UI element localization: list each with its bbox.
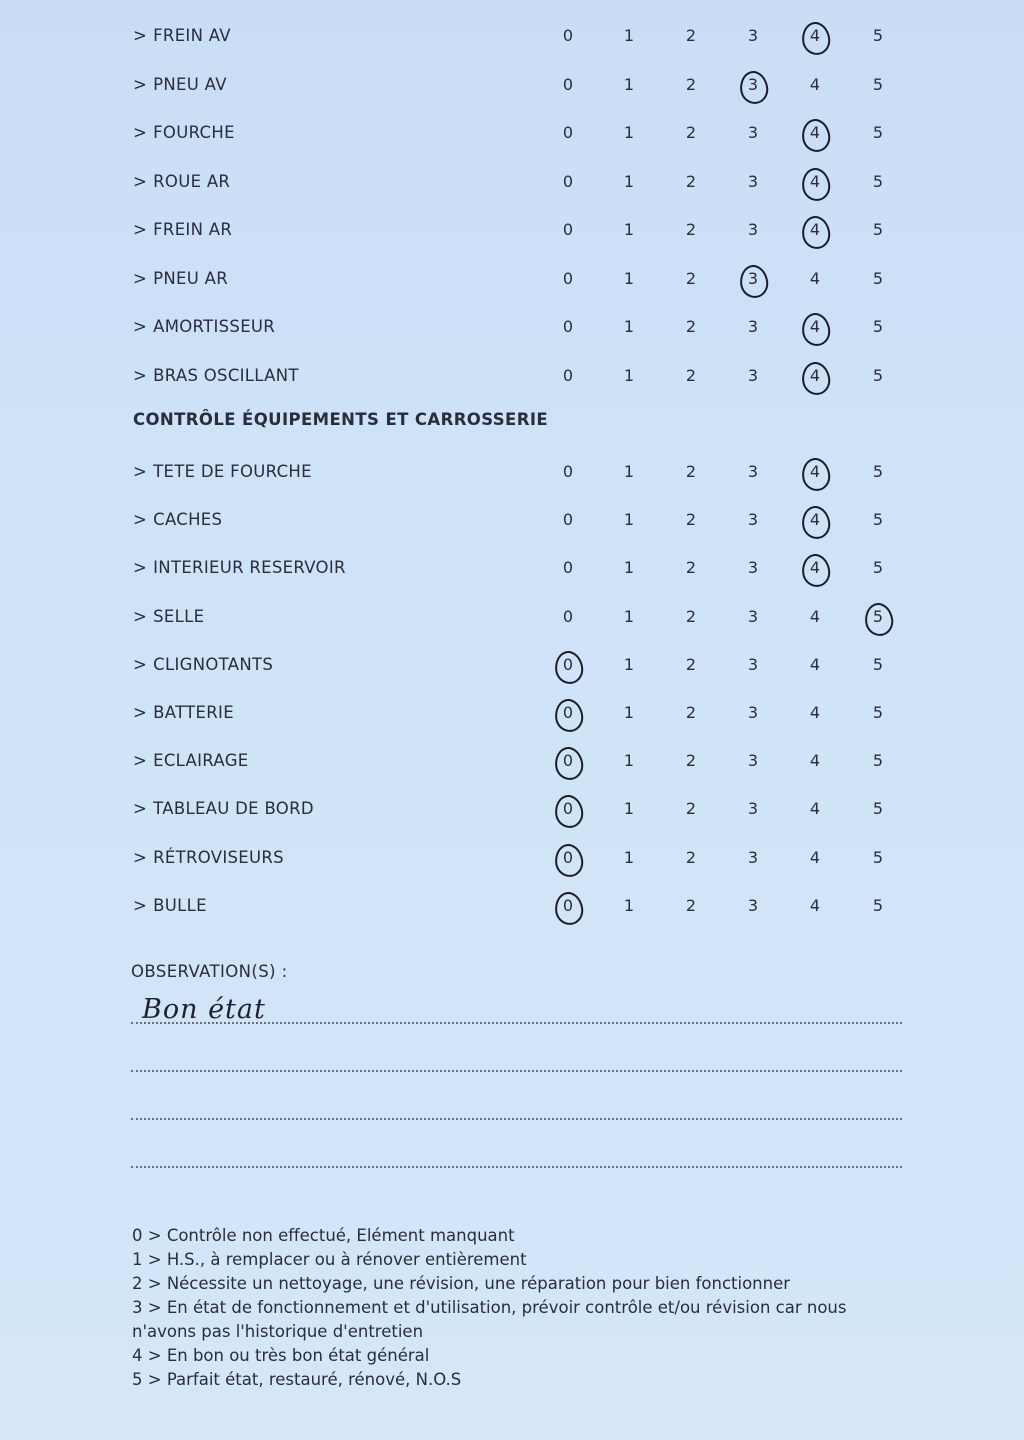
arrow-icon: >	[133, 317, 148, 336]
arrow-icon: >	[133, 895, 148, 915]
row-label-text: TETE DE FOURCHE	[153, 462, 312, 481]
score-option: 3	[747, 365, 759, 385]
arrow-icon: >	[133, 510, 148, 530]
row-label-text: AMORTISSEUR	[153, 317, 276, 336]
inspection-row	[0, 113, 1024, 153]
score-option: 5	[872, 365, 884, 385]
row-label-text: INTERIEUR RESERVOIR	[153, 558, 346, 578]
score-option: 1	[623, 847, 635, 867]
score-option: 2	[685, 799, 697, 819]
inspection-row	[0, 693, 1024, 733]
score-option: 5	[872, 510, 884, 530]
row-label-text: SELLE	[153, 606, 205, 626]
row-label	[133, 655, 273, 674]
score-selected: 4	[801, 458, 829, 486]
row-label	[133, 220, 232, 239]
score-selected: 4	[801, 313, 829, 341]
score-option: 2	[685, 268, 697, 288]
legend-line: 4 > En bon ou très bon état général	[132, 1346, 430, 1365]
arrow-icon: >	[133, 220, 148, 239]
score-option: 5	[872, 220, 884, 239]
score-option: 0	[562, 606, 574, 626]
score-option: 1	[623, 654, 635, 674]
row-label	[133, 269, 228, 288]
row-label	[133, 848, 284, 867]
inspection-row	[0, 548, 1024, 588]
score-option: 3	[747, 703, 759, 722]
score-option: 3	[747, 171, 759, 191]
score-option: 2	[685, 654, 697, 674]
observation-handwritten-text: Bon état	[142, 994, 266, 1025]
arrow-icon: >	[133, 558, 148, 578]
row-label	[133, 123, 235, 142]
score-option: 5	[872, 558, 884, 578]
inspection-row	[0, 16, 1024, 56]
row-label-text: FREIN AV	[153, 26, 231, 45]
score-selected: 4	[801, 216, 829, 244]
arrow-icon: >	[133, 26, 148, 45]
score-option: 0	[562, 317, 574, 336]
score-option: 2	[685, 703, 697, 722]
score-option: 4	[809, 895, 821, 915]
score-option: 4	[809, 606, 821, 626]
inspection-row	[0, 356, 1024, 396]
score-selected: 4	[801, 22, 829, 50]
row-label	[133, 607, 204, 626]
inspection-row	[0, 65, 1024, 105]
row-label	[133, 26, 231, 45]
score-option: 5	[872, 26, 884, 45]
score-option: 1	[623, 365, 635, 385]
score-option: 3	[747, 606, 759, 626]
score-option: 5	[872, 123, 884, 142]
inspection-row	[0, 307, 1024, 347]
row-label-text: ROUE AR	[153, 171, 231, 191]
inspection-row	[0, 741, 1024, 781]
arrow-icon: >	[133, 703, 148, 722]
score-option: 4	[809, 751, 821, 771]
score-selected: 0	[554, 795, 582, 823]
score-option: 0	[562, 462, 574, 481]
arrow-icon: >	[133, 751, 148, 771]
score-option: 1	[623, 123, 635, 142]
score-selected: 3	[739, 71, 767, 99]
score-option: 2	[685, 606, 697, 626]
score-option: 3	[747, 26, 759, 45]
inspection-row	[0, 597, 1024, 637]
score-option: 0	[562, 510, 574, 530]
score-option: 3	[747, 799, 759, 819]
legend-line: 5 > Parfait état, restauré, rénové, N.O.S	[132, 1370, 462, 1389]
legend-line: 2 > Nécessite un nettoyage, une révision, une réparation pour bien fonctionner	[132, 1274, 791, 1293]
score-option: 2	[685, 74, 697, 94]
row-label	[133, 751, 249, 770]
row-label-text: PNEU AV	[153, 74, 227, 94]
score-option: 0	[562, 558, 574, 578]
observation-line	[131, 1070, 902, 1072]
score-option: 1	[623, 558, 635, 578]
score-option: 3	[747, 220, 759, 239]
score-selected: 4	[801, 554, 829, 582]
score-option: 2	[685, 26, 697, 45]
score-option: 1	[623, 26, 635, 45]
score-option: 5	[872, 268, 884, 288]
score-option: 2	[685, 365, 697, 385]
score-selected: 3	[739, 265, 767, 293]
score-option: 4	[809, 703, 821, 722]
score-option: 3	[747, 510, 759, 530]
row-label-text: CACHES	[153, 510, 223, 530]
score-option: 1	[623, 74, 635, 94]
score-selected: 5	[864, 603, 892, 631]
score-option: 1	[623, 799, 635, 819]
row-label	[133, 703, 234, 722]
score-option: 2	[685, 751, 697, 771]
legend-line: 1 > H.S., à remplacer ou à rénover entièrement	[132, 1250, 527, 1269]
row-label-text: PNEU AR	[153, 268, 229, 288]
legend-line: 0 > Contrôle non effectué, Elément manquant	[132, 1226, 515, 1245]
score-option: 1	[623, 606, 635, 626]
rating-legend	[132, 1224, 922, 1392]
arrow-icon: >	[133, 365, 148, 385]
arrow-icon: >	[133, 123, 148, 142]
score-option: 0	[562, 171, 574, 191]
inspection-row	[0, 452, 1024, 492]
score-option: 5	[872, 171, 884, 191]
arrow-icon: >	[133, 606, 148, 626]
score-option: 2	[685, 317, 697, 336]
score-option: 5	[872, 799, 884, 819]
row-label-text: TABLEAU DE BORD	[153, 799, 314, 819]
section-title: CONTRÔLE ÉQUIPEMENTS ET CARROSSERIE	[133, 410, 549, 429]
score-selected: 0	[554, 747, 582, 775]
score-option: 4	[809, 799, 821, 819]
row-label	[133, 172, 230, 191]
score-option: 2	[685, 171, 697, 191]
arrow-icon: >	[133, 171, 148, 191]
observation-line	[131, 1166, 902, 1168]
score-selected: 0	[554, 844, 582, 872]
score-option: 1	[623, 751, 635, 771]
inspection-row	[0, 886, 1024, 926]
row-label-text: ECLAIRAGE	[153, 751, 249, 771]
score-selected: 0	[554, 651, 582, 679]
row-label	[133, 462, 312, 481]
score-option: 0	[562, 365, 574, 385]
score-option: 4	[809, 268, 821, 288]
legend-line: 3 > En état de fonctionnement et d'utilisation, prévoir contrôle et/ou révision car nous	[132, 1298, 847, 1317]
row-label-text: CLIGNOTANTS	[153, 654, 274, 674]
inspection-row	[0, 789, 1024, 829]
score-selected: 4	[801, 506, 829, 534]
inspection-row	[0, 210, 1024, 250]
score-selected: 4	[801, 168, 829, 196]
score-selected: 4	[801, 119, 829, 147]
score-option: 3	[747, 558, 759, 578]
row-label	[133, 558, 346, 577]
score-option: 5	[872, 74, 884, 94]
score-option: 0	[562, 123, 574, 142]
score-option: 4	[809, 74, 821, 94]
score-option: 2	[685, 123, 697, 142]
observations-title: OBSERVATION(S) :	[131, 962, 288, 981]
arrow-icon: >	[133, 799, 148, 819]
arrow-icon: >	[133, 268, 148, 288]
score-option: 3	[747, 654, 759, 674]
score-option: 5	[872, 462, 884, 481]
score-option: 5	[872, 703, 884, 722]
score-option: 5	[872, 317, 884, 336]
score-selected: 0	[554, 892, 582, 920]
arrow-icon: >	[133, 847, 148, 867]
inspection-row	[0, 645, 1024, 685]
row-label	[133, 317, 275, 336]
score-option: 0	[562, 26, 574, 45]
score-option: 1	[623, 220, 635, 239]
score-selected: 0	[554, 699, 582, 727]
score-option: 4	[809, 847, 821, 867]
score-option: 3	[747, 895, 759, 915]
score-option: 5	[872, 895, 884, 915]
score-option: 1	[623, 317, 635, 336]
score-option: 5	[872, 654, 884, 674]
score-option: 0	[562, 220, 574, 239]
score-option: 1	[623, 171, 635, 191]
score-option: 2	[685, 510, 697, 530]
score-option: 1	[623, 895, 635, 915]
observation-line	[131, 1118, 902, 1120]
observation-line	[131, 1022, 902, 1024]
row-label-text: FOURCHE	[153, 123, 235, 142]
arrow-icon: >	[133, 654, 148, 674]
score-option: 2	[685, 220, 697, 239]
score-option: 1	[623, 268, 635, 288]
score-option: 2	[685, 847, 697, 867]
row-label-text: RÉTROVISEURS	[153, 847, 284, 867]
row-label	[133, 366, 299, 385]
row-label	[133, 75, 227, 94]
row-label-text: FREIN AR	[153, 220, 233, 239]
row-label-text: BULLE	[153, 895, 207, 915]
score-option: 2	[685, 462, 697, 481]
score-option: 1	[623, 462, 635, 481]
inspection-row	[0, 500, 1024, 540]
score-option: 5	[872, 847, 884, 867]
row-label	[133, 896, 207, 915]
inspection-row	[0, 838, 1024, 878]
score-option: 3	[747, 123, 759, 142]
score-option: 2	[685, 895, 697, 915]
row-label	[133, 799, 314, 818]
score-option: 0	[562, 74, 574, 94]
row-label	[133, 510, 222, 529]
score-selected: 4	[801, 362, 829, 390]
legend-line: n'avons pas l'historique d'entretien	[132, 1322, 424, 1341]
score-option: 3	[747, 462, 759, 481]
arrow-icon: >	[133, 462, 148, 481]
row-label-text: BRAS OSCILLANT	[153, 365, 299, 385]
score-option: 1	[623, 703, 635, 722]
score-option: 3	[747, 317, 759, 336]
row-label-text: BATTERIE	[153, 703, 234, 722]
inspection-row	[0, 162, 1024, 202]
score-option: 3	[747, 751, 759, 771]
score-option: 4	[809, 654, 821, 674]
score-option: 0	[562, 268, 574, 288]
arrow-icon: >	[133, 74, 148, 94]
inspection-row	[0, 259, 1024, 299]
score-option: 5	[872, 751, 884, 771]
score-option: 1	[623, 510, 635, 530]
score-option: 2	[685, 558, 697, 578]
score-option: 3	[747, 847, 759, 867]
